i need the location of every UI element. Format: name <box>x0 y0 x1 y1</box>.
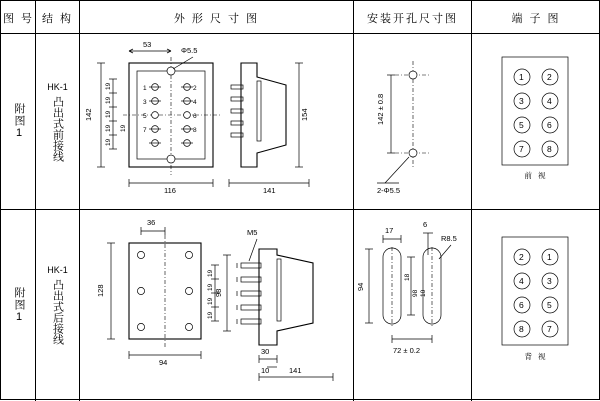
svg-text:1: 1 <box>519 72 524 82</box>
svg-text:19: 19 <box>207 311 214 319</box>
svg-text:7: 7 <box>519 144 524 154</box>
col-divider-3 <box>353 1 354 401</box>
svg-text:94: 94 <box>356 282 365 291</box>
svg-text:7: 7 <box>143 127 147 134</box>
svg-text:116: 116 <box>164 186 176 195</box>
svg-text:128: 128 <box>96 284 105 297</box>
svg-text:142 ± 0.8: 142 ± 0.8 <box>376 93 385 125</box>
svg-text:19: 19 <box>105 138 112 146</box>
svg-text:19: 19 <box>105 110 112 118</box>
svg-text:8: 8 <box>519 324 524 334</box>
svg-text:5: 5 <box>519 120 524 130</box>
row1-mounting-drawing <box>355 35 470 208</box>
svg-text:19: 19 <box>207 269 214 277</box>
svg-text:8: 8 <box>547 144 552 154</box>
svg-text:141: 141 <box>289 366 302 375</box>
svg-text:1: 1 <box>143 85 147 92</box>
row1-model-label: HK-1 <box>47 81 68 92</box>
row2-mounting-drawing <box>355 211 470 399</box>
svg-text:19: 19 <box>105 96 112 104</box>
svg-text:10: 10 <box>420 289 427 297</box>
svg-text:2: 2 <box>547 72 552 82</box>
svg-text:R8.5: R8.5 <box>441 234 457 243</box>
svg-text:72 ± 0.2: 72 ± 0.2 <box>393 346 421 355</box>
svg-text:6: 6 <box>547 120 552 130</box>
svg-text:2-Φ5.5: 2-Φ5.5 <box>377 186 401 195</box>
header-jie-gou: 结 构 <box>41 12 74 25</box>
svg-text:141: 141 <box>263 186 276 195</box>
svg-text:17: 17 <box>385 226 394 235</box>
svg-text:19: 19 <box>120 124 127 132</box>
svg-text:53: 53 <box>143 40 152 49</box>
svg-text:36: 36 <box>147 218 156 227</box>
svg-text:94: 94 <box>159 358 168 367</box>
svg-text:98: 98 <box>412 289 419 297</box>
svg-text:6: 6 <box>423 220 428 229</box>
row2-outline-drawing <box>81 211 352 399</box>
svg-text:98: 98 <box>214 288 223 297</box>
svg-text:M5: M5 <box>247 228 258 237</box>
svg-text:154: 154 <box>300 108 309 121</box>
header-divider <box>1 33 600 34</box>
svg-text:3: 3 <box>519 96 524 106</box>
row1-outline-drawing <box>81 35 352 208</box>
row1-terminal-diagram <box>472 35 600 208</box>
svg-text:30: 30 <box>261 347 270 356</box>
svg-text:1: 1 <box>547 252 552 262</box>
col-divider-2 <box>79 1 80 401</box>
svg-text:6: 6 <box>519 300 524 310</box>
svg-text:4: 4 <box>193 99 197 106</box>
row-divider <box>1 209 600 210</box>
header-tu-hao: 图 号 <box>2 12 35 25</box>
row1-tu-hao <box>2 34 35 209</box>
svg-text:3: 3 <box>143 99 147 106</box>
svg-text:142: 142 <box>84 108 93 121</box>
row2-model-label: HK-1 <box>47 265 68 275</box>
row1-tu-hao-label: 附图1 <box>13 103 25 140</box>
svg-text:2: 2 <box>519 252 524 262</box>
row2-tu-hao <box>2 210 35 400</box>
svg-text:Φ5.5: Φ5.5 <box>181 46 198 55</box>
svg-text:19: 19 <box>207 283 214 291</box>
svg-text:19: 19 <box>105 124 112 132</box>
svg-text:5: 5 <box>547 300 552 310</box>
row2-jiegou-label: 凸出式后接线 <box>51 279 64 345</box>
svg-text:3: 3 <box>547 276 552 286</box>
header-an-zhuang: 安装开孔尺寸图 <box>367 12 458 25</box>
svg-text:8: 8 <box>193 127 197 134</box>
row2-terminal-diagram <box>472 211 600 399</box>
svg-text:19: 19 <box>105 82 112 90</box>
svg-text:10: 10 <box>261 366 270 375</box>
svg-text:4: 4 <box>547 96 552 106</box>
row2-tu-hao-label: 附图1 <box>13 286 25 324</box>
svg-text:5: 5 <box>143 113 147 120</box>
row1-terminal-caption: 前 视 <box>524 171 548 180</box>
svg-text:19: 19 <box>207 297 214 305</box>
row1-jiegou-label: 凸出式前接线 <box>51 95 64 162</box>
svg-text:18: 18 <box>404 273 411 281</box>
svg-text:2: 2 <box>193 85 197 92</box>
svg-text:4: 4 <box>519 276 524 286</box>
svg-text:7: 7 <box>547 324 552 334</box>
row2-jie-gou <box>36 210 79 400</box>
row1-jie-gou <box>36 34 79 209</box>
row2-terminal-caption: 背 视 <box>524 352 548 361</box>
header-wai-xing: 外 形 尺 寸 图 <box>173 12 260 25</box>
header-duan-zi: 端 子 图 <box>511 12 561 25</box>
svg-text:6: 6 <box>193 113 197 120</box>
